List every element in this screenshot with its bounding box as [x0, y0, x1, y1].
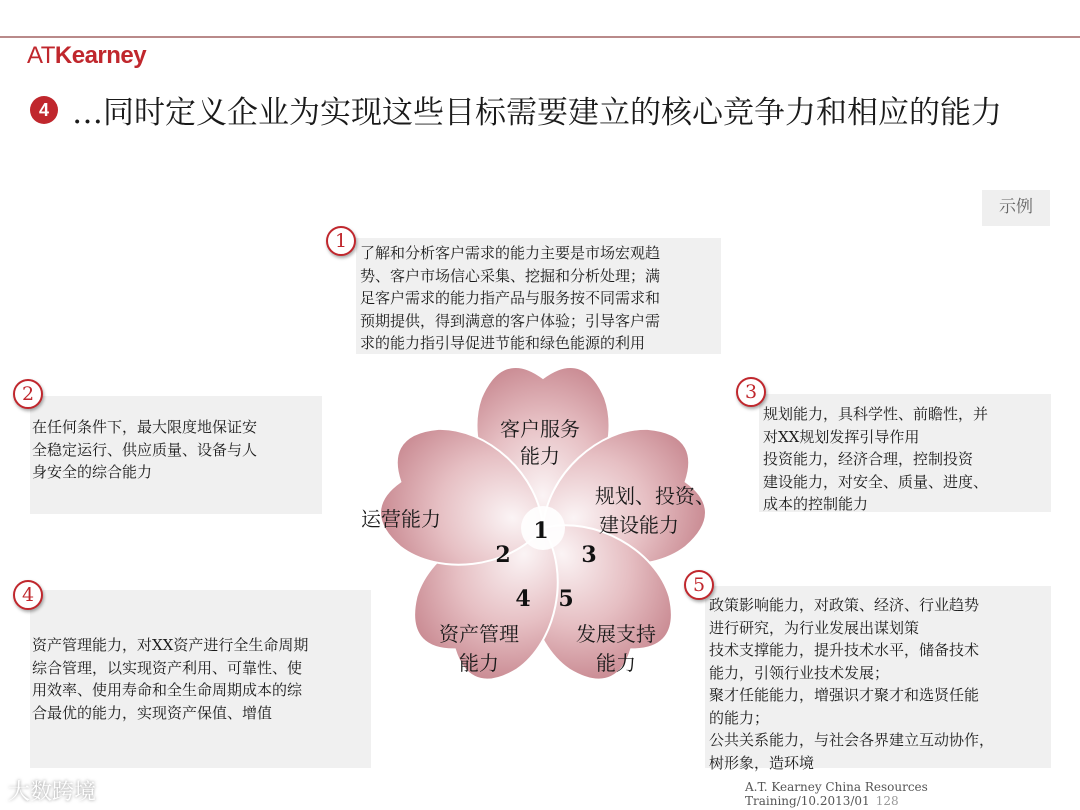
box-5-line: 政策影响能力，对政策、经济、行业趋势: [709, 596, 980, 614]
page-title: …同时定义企业为实现这些目标需要建立的核心竞争力和相应的能力: [72, 95, 1002, 131]
petal-5-number: 5: [558, 586, 574, 612]
description-box-4: [30, 590, 371, 768]
description-box-5: [705, 586, 1051, 772]
petal-1-number: 1: [533, 518, 549, 544]
petal-2-label: 运营能力: [361, 507, 441, 531]
box-2-line: 身安全的综合能力: [32, 463, 153, 481]
box-1-line: 了解和分析客户需求的能力主要是市场宏观趋: [360, 244, 661, 262]
box-4-line: 合最优的能力，实现资产保值、增值: [32, 703, 273, 722]
page-number: 128: [875, 794, 899, 808]
box-1-line: 求的能力指引导促进节能和绿色能源的利用: [360, 334, 646, 352]
petal-3-number: 3: [581, 542, 597, 568]
watermark: 大数跨境: [8, 780, 97, 805]
petal-3-label-line1: 规划、投资、: [595, 484, 715, 508]
box-4-line: 用效率、使用寿命和全生命周期成本的综: [32, 681, 303, 699]
petal-1-label-line2: 能力: [520, 444, 560, 468]
box-1-line: 势、客户市场信心采集、挖掘和分析处理；满: [360, 266, 661, 285]
petal-5-label-line1: 发展支持: [576, 622, 656, 646]
description-box-3: [759, 394, 1051, 512]
box-2-number-badge: 2: [13, 379, 43, 409]
box-3-line: 规划能力，具科学性、前瞻性，并: [763, 405, 989, 423]
petal-4-label-line1: 资产管理: [439, 622, 519, 646]
petal-5-label-line2: 能力: [596, 651, 636, 675]
box-5-line: 树形象，造环境: [709, 753, 815, 772]
box-5-line: 技术支撑能力，提升技术水平，储备技术: [709, 641, 980, 659]
footer: [745, 780, 1080, 808]
description-box-1: [356, 238, 721, 354]
petal-4-number: 4: [515, 586, 531, 612]
box-5-line: 聚才任能能力，增强识才聚才和选贤任能: [709, 686, 980, 704]
petal-2-number: 2: [495, 542, 511, 568]
box-3-line: 对XX规划发挥引导作用: [763, 427, 920, 446]
petal-1-label-line1: 客户服务: [500, 417, 580, 441]
box-5-line: 公共关系能力，与社会各界建立互动协作，: [709, 731, 995, 749]
section-number-badge: 4: [30, 96, 58, 124]
box-1-line: 预期提供，得到满意的客户体验；引导客户需: [360, 311, 661, 330]
box-3-line: 成本的控制能力: [763, 495, 869, 513]
box-3-line: 建设能力，对安全、质量、进度、: [763, 472, 989, 491]
footer-text: A.T. Kearney China Resources Training/10.2013/01: [745, 780, 928, 808]
petal-4-label-line2: 能力: [459, 651, 499, 675]
box-4-number-badge: 4: [13, 580, 43, 610]
box-5-line: 的能力；: [709, 708, 770, 727]
box-3-line: 投资能力，经济合理，控制投资: [763, 450, 974, 468]
box-1-line: 足客户需求的能力指产品与服务按不同需求和: [360, 289, 661, 307]
box-5-line: 进行研究，为行业发展出谋划策: [709, 618, 920, 637]
box-2-line: 在任何条件下，最大限度地保证安: [32, 418, 258, 436]
box-3-number-badge: 3: [736, 377, 766, 407]
box-4-line: 综合管理，以实现资产利用、可靠性、使: [32, 658, 303, 677]
box-5-line: 能力，引领行业技术发展；: [709, 663, 890, 682]
box-1-number-badge: 1: [326, 226, 356, 256]
example-tag: 示例: [982, 190, 1050, 226]
box-5-number-badge: 5: [684, 570, 714, 600]
box-2-line: 全稳定运行、供应质量、设备与人: [32, 440, 258, 459]
petal-3-label-line2: 建设能力: [599, 513, 679, 537]
atkearney-logo: ATKearney: [27, 42, 147, 69]
box-4-line: 资产管理能力，对XX资产进行全生命周期: [32, 636, 309, 654]
description-box-2: [30, 396, 322, 514]
